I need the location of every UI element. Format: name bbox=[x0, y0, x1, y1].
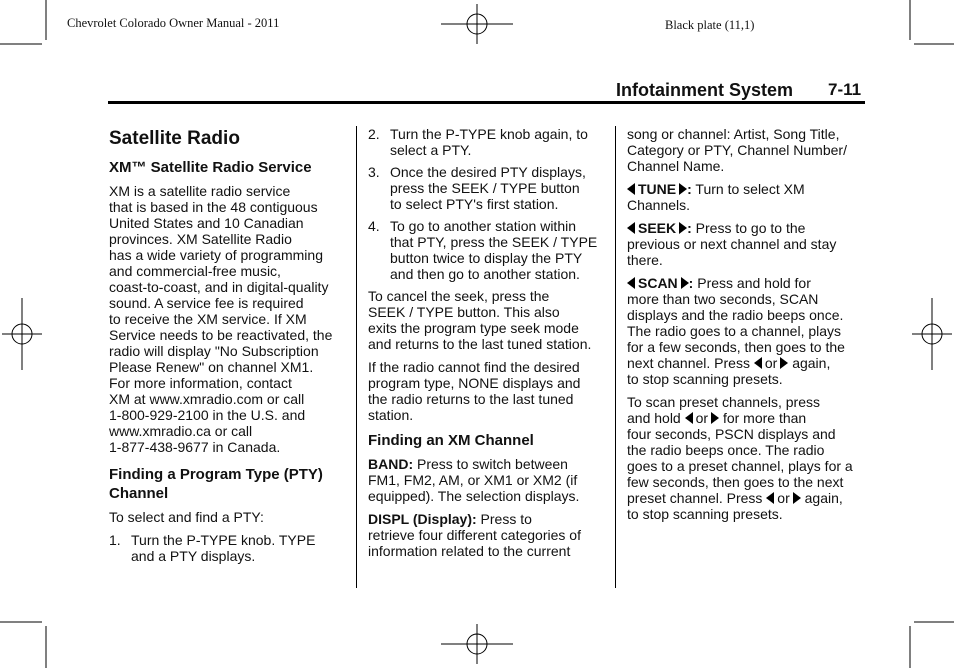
section-title: Infotainment System bbox=[616, 80, 794, 100]
registration-mark-top bbox=[441, 4, 513, 44]
scan-label: SCAN bbox=[638, 275, 678, 291]
right-arrow-icon bbox=[711, 412, 719, 424]
paragraph-xm-intro: XM is a satellite radio service that is based in the 48 contiguous United States and 10 Canadian provinces. XM Satellite Radio has a wide variety of programming and commercial-free music, coast-to-coast, and in digital-quality sound. A service fee is required to receive the XM service. If XM Service needs to be reactivated, the radio will display "No Subscription Please Renew" on channel XM1. For more information, contact XM at www.xmradio.com or call 1-800-929-2100 in the U.S. and www.xmradio.ca or call 1-877-438-9677 in Canada. bbox=[109, 183, 333, 455]
heading-xm-service: XM™ Satellite Radio Service bbox=[109, 159, 312, 176]
plate-label: Black plate (11,1) bbox=[665, 18, 755, 32]
tune-label: TUNE bbox=[638, 181, 677, 197]
right-arrow-icon bbox=[780, 357, 788, 369]
list-item-4: 4. To go to another station within that PTY, press the SEEK / TYPE button twice to display the PTY and then go to another station. bbox=[368, 218, 598, 282]
page-number: 7-11 bbox=[828, 80, 862, 99]
column-1 bbox=[109, 126, 349, 570]
right-arrow-icon bbox=[679, 183, 687, 195]
right-arrow-icon bbox=[679, 222, 687, 234]
column-separator-1 bbox=[356, 126, 357, 588]
paragraph-tune: TUNE : Turn to select XM Channels. bbox=[627, 181, 805, 213]
left-arrow-icon bbox=[627, 277, 635, 289]
column-2 bbox=[368, 126, 610, 566]
registration-mark-left bbox=[2, 298, 42, 370]
heading-find-xm-channel: Finding an XM Channel bbox=[368, 432, 534, 449]
header-rule bbox=[108, 101, 865, 104]
left-arrow-icon bbox=[627, 183, 635, 195]
paragraph-displ: DISPL (Display): Press to retrieve four different categories of information related to the current bbox=[368, 511, 581, 559]
list-item-3: 3. Once the desired PTY displays, press the SEEK / TYPE button to select PTY's first station. bbox=[368, 164, 586, 212]
paragraph-display-categories: song or channel: Artist, Song Title, Category or PTY, Channel Number/ Channel Name. bbox=[627, 126, 847, 174]
right-arrow-icon bbox=[681, 277, 689, 289]
manual-title: Chevrolet Colorado Owner Manual - 2011 bbox=[67, 16, 280, 30]
registration-mark-bottom bbox=[441, 624, 513, 664]
left-arrow-icon bbox=[685, 412, 693, 424]
left-arrow-icon bbox=[766, 492, 774, 504]
seek-label: SEEK bbox=[638, 220, 677, 236]
paragraph-none-displays: If the radio cannot find the desired program type, NONE displays and the radio returns to the last tuned station. bbox=[368, 359, 581, 423]
paragraph-seek: SEEK : Press to go to the previous or next channel and stay there. bbox=[627, 220, 837, 268]
displ-label: DISPL (Display): bbox=[368, 511, 477, 527]
band-label: BAND: bbox=[368, 456, 414, 472]
column-3 bbox=[627, 126, 872, 529]
paragraph-cancel-seek: To cancel the seek, press the SEEK / TYPE button. This also exits the program type seek mode and returns to the last tuned station. bbox=[368, 288, 592, 352]
paragraph-preset-scan: To scan preset channels, press and hold or for more than four seconds, PSCN displays and the radio beeps once. The radio goes to a preset channel, plays for a few seconds, then goes to the next preset channel. Press or again, to stop scanning presets. bbox=[627, 394, 853, 522]
heading-find-pty: Finding a Program Type (PTY) Channel bbox=[109, 466, 323, 502]
column-separator-2 bbox=[615, 126, 616, 588]
right-arrow-icon bbox=[793, 492, 801, 504]
paragraph-select-pty: To select and find a PTY: bbox=[109, 509, 264, 525]
list-item-1: 1. Turn the P-TYPE knob. TYPE and a PTY displays. bbox=[109, 532, 316, 564]
paragraph-scan: SCAN : Press and hold for more than two seconds, SCAN displays and the radio beeps once. The radio goes to a channel, plays for a few seconds, then goes to the next channel. Press or again, to stop scanning presets. bbox=[627, 275, 845, 387]
list-item-2: 2. Turn the P-TYPE knob again, to select a PTY. bbox=[368, 126, 588, 158]
left-arrow-icon bbox=[627, 222, 635, 234]
registration-mark-right bbox=[912, 298, 952, 370]
left-arrow-icon bbox=[754, 357, 762, 369]
paragraph-band: BAND: Press to switch between FM1, FM2, AM, or XM1 or XM2 (if equipped). The selection displays. bbox=[368, 456, 580, 504]
heading-satellite-radio: Satellite Radio bbox=[109, 128, 240, 149]
